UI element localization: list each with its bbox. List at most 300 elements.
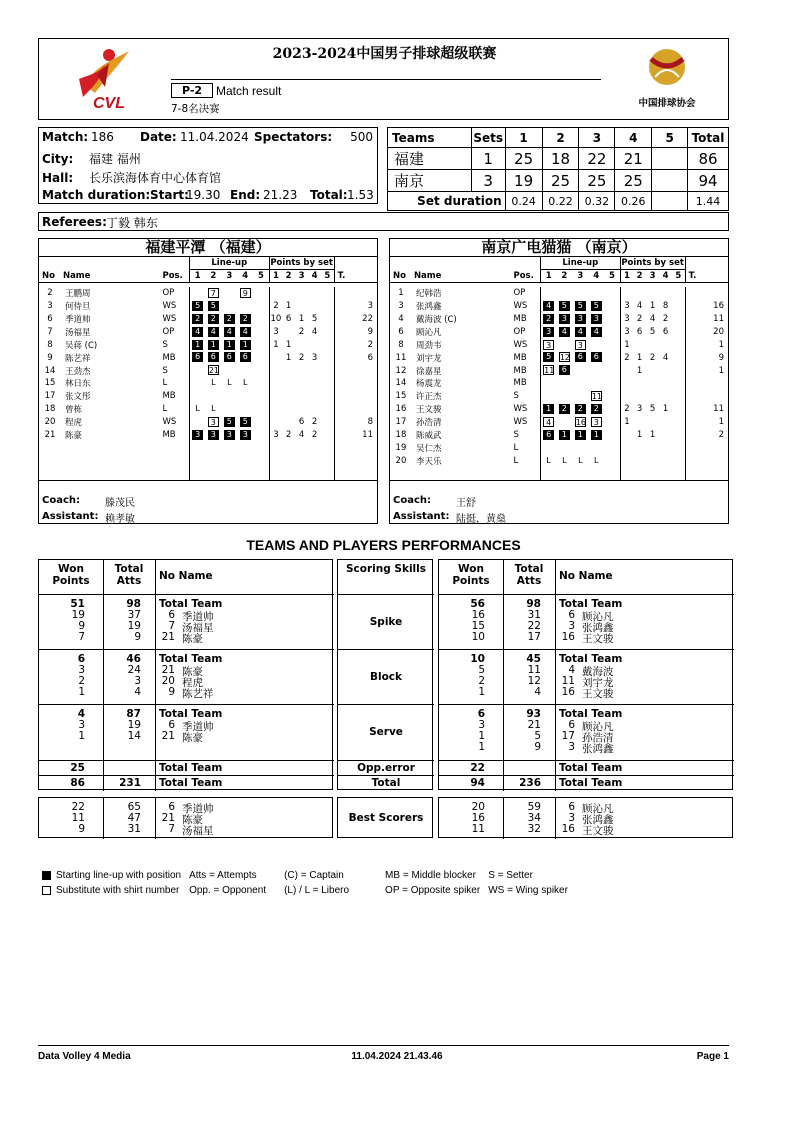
- player-row: [39, 377, 377, 390]
- lineup-cell: [604, 467, 620, 480]
- lineup-cell: [556, 441, 572, 454]
- lineup-cell: [253, 338, 269, 351]
- lineup-cell: [556, 454, 572, 467]
- set-points: [308, 441, 321, 454]
- set-points: [321, 416, 334, 429]
- lineup-cell: [572, 364, 588, 377]
- total-atts: 3: [134, 675, 141, 687]
- set-points: 1: [636, 430, 643, 441]
- lineup-cell: [189, 467, 205, 480]
- player-position: MB: [162, 391, 176, 402]
- total-atts: 45: [526, 653, 541, 665]
- set-points: [282, 287, 295, 300]
- lineup-cell: [205, 390, 221, 403]
- libero-marker: L: [243, 378, 248, 388]
- set-points: [308, 467, 321, 480]
- starting-position-marker: 3: [208, 430, 219, 440]
- player-name: 顾沁凡: [582, 611, 614, 623]
- player-number: 6: [568, 801, 575, 813]
- total-team-label: Total Team: [159, 777, 223, 789]
- player-number: [39, 454, 61, 467]
- skill-name: Spike: [369, 616, 403, 628]
- footer-page: Page 1: [696, 1051, 729, 1062]
- player-name: [61, 467, 163, 480]
- skill-name: Block: [369, 671, 403, 683]
- lineup-cell: [604, 377, 620, 390]
- report-title: Match result: [216, 84, 282, 98]
- spectators-label: Spectators:: [254, 130, 333, 144]
- set-points: [321, 467, 334, 480]
- player-number: 14: [395, 378, 407, 389]
- points-by-set-header: Points by set: [270, 258, 333, 269]
- lineup-cell: [556, 351, 572, 364]
- player-total: 16: [685, 300, 728, 313]
- set-points: 2: [285, 430, 292, 441]
- player-name: 王文骏: [582, 688, 614, 700]
- player-total: [334, 454, 377, 467]
- player-name: 许正杰: [415, 392, 442, 403]
- won-points: 5: [478, 664, 485, 676]
- total-atts: 19: [127, 620, 141, 632]
- player-position: L: [162, 404, 168, 415]
- lineup-cell: [540, 390, 556, 403]
- lineup-cell: [604, 390, 620, 403]
- points-set-header: 1: [620, 270, 633, 283]
- row-separator: [338, 594, 434, 595]
- player-number: 21: [44, 430, 56, 441]
- lineup-cell: [556, 338, 572, 351]
- lineup-cell: [556, 287, 572, 300]
- set-points: 5: [649, 404, 656, 415]
- starting-position-marker: 6: [208, 352, 219, 362]
- starting-position-marker: 1: [591, 430, 602, 440]
- lineup-cell: [540, 338, 556, 351]
- won-points: 6: [77, 653, 85, 665]
- set-points: 3: [269, 429, 282, 442]
- player-total: [685, 390, 728, 403]
- points-set-header: 4: [659, 270, 672, 283]
- libero-marker: L: [211, 403, 216, 413]
- roster-group-header: [390, 257, 728, 270]
- total-atts: 98: [126, 598, 141, 610]
- set-points: [672, 351, 685, 364]
- libero-marker: L: [211, 378, 216, 388]
- total-duration: 1.53: [347, 188, 374, 202]
- player-row: [39, 416, 377, 429]
- set-points: [321, 429, 334, 442]
- player-name: 陈威武: [415, 431, 442, 442]
- set-points: [308, 377, 321, 390]
- end-label: End:: [230, 188, 261, 202]
- set-points: [672, 403, 685, 416]
- set-points: [321, 454, 334, 467]
- set-points: 1: [285, 352, 292, 363]
- player-number: 20: [395, 455, 407, 466]
- lineup-cell: [205, 325, 221, 338]
- points-set-header: 2: [282, 270, 295, 283]
- set-points: 1: [649, 301, 656, 312]
- total-team-label: Total Team: [559, 708, 623, 720]
- lineup-cell: [189, 429, 205, 442]
- pos-header: Pos.: [513, 270, 540, 283]
- starting-position-marker: 6: [543, 430, 554, 440]
- substitute-marker: 3: [543, 340, 554, 350]
- lineup-cell: [189, 403, 205, 416]
- lineup-cell: [237, 390, 253, 403]
- set-points: 1: [269, 338, 282, 351]
- player-total: 22: [334, 313, 377, 326]
- team-a-box: [38, 238, 378, 524]
- player-total: 20: [685, 325, 728, 338]
- won-points: 4: [77, 708, 85, 720]
- lineup-cell: [604, 403, 620, 416]
- set-points: [295, 287, 308, 300]
- lineup-cell: [540, 467, 556, 480]
- footer-rule: [38, 1045, 729, 1046]
- player-total: 11: [334, 429, 377, 442]
- player-number: 11: [395, 352, 407, 363]
- set-points: [321, 403, 334, 416]
- player-total: [685, 441, 728, 454]
- player-position: MB: [513, 352, 527, 363]
- starting-position-marker: 5: [192, 301, 203, 311]
- scoring-skills-table: [337, 559, 433, 790]
- player-name: 张鸿鑫: [415, 302, 442, 313]
- set-points: 3: [620, 325, 633, 338]
- player-row: [39, 351, 377, 364]
- team-name: 南京: [388, 170, 472, 192]
- match-date: 11.04.2024: [180, 130, 249, 144]
- player-position: L: [513, 442, 519, 453]
- legend-opp: Opp. = Opponent: [189, 885, 267, 896]
- total-team-label: Total Team: [159, 762, 223, 774]
- starting-position-marker: 5: [543, 352, 554, 362]
- lineup-cell: [556, 429, 572, 442]
- set-score: 21: [615, 148, 652, 170]
- set-score: 22: [579, 148, 615, 170]
- set-points: [321, 287, 334, 300]
- lineup-cell: [540, 287, 556, 300]
- player-total: [334, 377, 377, 390]
- page-title: 2023-2024中国男子排球超级联赛: [272, 46, 497, 62]
- lineup-cell: [572, 313, 588, 326]
- lineup-cell: [604, 416, 620, 429]
- player-total: 6: [334, 351, 377, 364]
- lineup-cell: [189, 351, 205, 364]
- set-points: [646, 364, 659, 377]
- lineup-cell: [604, 429, 620, 442]
- performance-title: TEAMS AND PLAYERS PERFORMANCES: [246, 537, 521, 553]
- no-name-header: No Name: [559, 570, 613, 582]
- lineup-cell: [604, 325, 620, 338]
- set-points: [646, 390, 659, 403]
- player-name: 李天乐: [415, 456, 442, 467]
- lineup-cell: [604, 441, 620, 454]
- starting-position-marker: 5: [208, 301, 219, 311]
- set-points: 1: [285, 301, 292, 312]
- lineup-cell: [572, 338, 588, 351]
- player-number: 20: [161, 675, 175, 687]
- set-points: 6: [636, 326, 643, 337]
- lineup-cell: [205, 467, 221, 480]
- lineup-cell: [253, 287, 269, 300]
- total-atts: 21: [527, 719, 541, 731]
- player-position: OP: [513, 326, 526, 337]
- starting-position-marker: 2: [192, 314, 203, 324]
- player-position: WS: [162, 314, 177, 324]
- blank-cell: [39, 257, 189, 270]
- starting-square-icon: [42, 871, 51, 880]
- lineup-cell: [588, 364, 604, 377]
- skill-name: Opp.error: [357, 762, 415, 774]
- lineup-cell: [237, 300, 253, 313]
- set-points: 2: [298, 326, 305, 337]
- starting-position-marker: 6: [240, 352, 251, 362]
- lineup-cell: [572, 441, 588, 454]
- player-name: 何侍旦: [64, 302, 91, 313]
- lineup-cell: [237, 454, 253, 467]
- starting-position-marker: 1: [192, 340, 203, 350]
- row-separator: [39, 594, 334, 595]
- player-name: 张鸿鑫: [582, 814, 614, 826]
- starting-position-marker: 6: [591, 352, 602, 362]
- set-points: [269, 416, 282, 429]
- total-atts: 5: [534, 730, 541, 742]
- lineup-cell: [253, 377, 269, 390]
- lineup-cell: [253, 351, 269, 364]
- set-points: [269, 441, 282, 454]
- set-points: [269, 351, 282, 364]
- won-points: 1: [478, 686, 485, 698]
- set-points: [672, 441, 685, 454]
- points-by-set-header: Points by set: [621, 258, 684, 269]
- player-number: 8: [398, 339, 404, 350]
- legend-atts: Atts = Attempts: [189, 870, 257, 881]
- lineup-cell: [588, 403, 604, 416]
- lineup-cell: [205, 300, 221, 313]
- player-position: MB: [162, 352, 176, 363]
- lineup-set-header: 3: [221, 270, 237, 283]
- lineup-cell: [253, 467, 269, 480]
- lineup-cell: [221, 416, 237, 429]
- set-points: [646, 454, 659, 467]
- starting-position-marker: 6: [192, 352, 203, 362]
- date-label: Date:: [140, 130, 177, 144]
- lineup-cell: [572, 300, 588, 313]
- lineup-cell: [221, 313, 237, 326]
- lineup-cell: [189, 390, 205, 403]
- player-row: [390, 364, 728, 377]
- set-points: [308, 338, 321, 351]
- match-subtitle: 7-8名决赛: [171, 103, 220, 115]
- starting-position-marker: 2: [240, 314, 251, 324]
- lineup-cell: [205, 429, 221, 442]
- set-duration: [652, 192, 688, 211]
- starting-position-marker: 2: [591, 404, 602, 414]
- starting-position-marker: 3: [591, 314, 602, 324]
- total-header: T.: [685, 270, 728, 283]
- set-points: 5: [311, 314, 318, 324]
- player-row: [390, 313, 728, 326]
- won-points: 1: [78, 686, 85, 698]
- set-points: [659, 364, 672, 377]
- set3-header: 3: [579, 128, 615, 148]
- player-row: [390, 390, 728, 403]
- total-atts: 32: [527, 823, 541, 835]
- set-points: [321, 377, 334, 390]
- player-total: [334, 390, 377, 403]
- starting-position-marker: 3: [543, 327, 554, 337]
- player-number: [390, 467, 412, 480]
- legend-setter: S = Setter: [488, 870, 533, 881]
- set-points: [633, 287, 646, 300]
- pos-header: Pos.: [162, 270, 189, 283]
- lineup-cell: [189, 441, 205, 454]
- set-points: [321, 364, 334, 377]
- best-scorers-label: Best Scorers: [348, 812, 424, 824]
- points-set-header: 2: [633, 270, 646, 283]
- set-points: [321, 390, 334, 403]
- team-a-best-scorers: [38, 797, 333, 838]
- starting-position-marker: 3: [575, 314, 586, 324]
- lineup-cell: [253, 429, 269, 442]
- set-points: [295, 454, 308, 467]
- set-points: [646, 467, 659, 480]
- row-separator: [338, 760, 434, 761]
- player-row: [39, 403, 377, 416]
- lineup-cell: [556, 416, 572, 429]
- set-points: [633, 390, 646, 403]
- lineup-cell: [572, 377, 588, 390]
- set-points: [659, 441, 672, 454]
- skill-name: Serve: [369, 726, 403, 738]
- end-time: 21.23: [263, 188, 298, 202]
- lineup-cell: [556, 377, 572, 390]
- libero-marker: L: [562, 455, 567, 465]
- footer-left: Data Volley 4 Media: [38, 1051, 131, 1062]
- player-position: WS: [513, 339, 528, 350]
- assistant-label: Assistant:: [42, 511, 99, 522]
- starting-position-marker: 4: [543, 301, 554, 311]
- starting-position-marker: 3: [559, 314, 570, 324]
- set-points: [295, 364, 308, 377]
- bottom-cell: [390, 480, 728, 482]
- player-name: 徐嘉星: [415, 366, 442, 377]
- starting-position-marker: 5: [575, 301, 586, 311]
- set-points: [620, 441, 633, 454]
- player-number: 14: [44, 365, 56, 376]
- player-position: OP: [162, 326, 175, 337]
- player-row: [390, 338, 728, 351]
- player-row: [390, 467, 728, 480]
- player-number: 4: [568, 664, 575, 676]
- won-points: 86: [70, 777, 85, 789]
- lineup-cell: [237, 287, 253, 300]
- player-name: 张鸿鑫: [582, 622, 614, 634]
- total-team-label: Total Team: [559, 653, 623, 665]
- lineup-cell: [588, 287, 604, 300]
- player-name: 孙浩清: [582, 732, 614, 744]
- starting-position-marker: 2: [543, 314, 554, 324]
- player-name: 陈艺祥: [64, 353, 91, 364]
- player-number: 21: [161, 730, 175, 742]
- team-name: 福建: [388, 148, 472, 170]
- player-name: 汤福星: [64, 327, 91, 338]
- lineup-cell: [205, 454, 221, 467]
- starting-position-marker: 5: [559, 301, 570, 311]
- lineup-cell: [205, 403, 221, 416]
- player-name: [412, 467, 514, 480]
- total-atts: 34: [527, 812, 541, 824]
- player-number: 21: [161, 664, 175, 676]
- total-atts-header: Total Atts: [114, 563, 144, 587]
- player-name: 王文骏: [582, 633, 614, 645]
- total-header: T.: [334, 270, 377, 283]
- player-number: [39, 441, 61, 454]
- player-total: 9: [685, 351, 728, 364]
- total-header: Total: [688, 128, 729, 148]
- won-points: 3: [478, 719, 485, 731]
- coach-label: Coach:: [42, 495, 81, 506]
- player-row: [39, 441, 377, 454]
- legend: [38, 868, 572, 898]
- starting-position-marker: 4: [192, 327, 203, 337]
- team-a-roster: [39, 257, 377, 482]
- set-points: [321, 300, 334, 313]
- starting-position-marker: 4: [240, 327, 251, 337]
- lineup-cell: [237, 377, 253, 390]
- cva-logo: [631, 45, 703, 117]
- won-points: 56: [470, 598, 485, 610]
- legend-start: [38, 868, 185, 883]
- footer-center: 11.04.2024 21.43.46: [351, 1051, 443, 1062]
- player-total: [685, 287, 728, 300]
- set-score: 25: [615, 170, 652, 192]
- starting-position-marker: 1: [224, 340, 235, 350]
- won-points: 7: [78, 631, 85, 643]
- won-points-header: Won Points: [452, 563, 490, 587]
- lineup-cell: [556, 390, 572, 403]
- score-header-row: [388, 128, 729, 148]
- player-row: [39, 467, 377, 480]
- player-name: 顾沁凡: [582, 721, 614, 733]
- score-table: [387, 127, 729, 208]
- set-points: 2: [269, 300, 282, 313]
- lineup-cell: [604, 364, 620, 377]
- set-points: [282, 467, 295, 480]
- player-row: [39, 429, 377, 442]
- name-header: Name: [412, 270, 514, 283]
- player-name: 张文彤: [64, 392, 91, 403]
- lineup-cell: [221, 429, 237, 442]
- set-points: [659, 416, 672, 429]
- player-row: [390, 351, 728, 364]
- lineup-set-header: 5: [604, 270, 620, 283]
- player-number: 8: [47, 339, 53, 350]
- player-number: 19: [395, 442, 407, 453]
- set-points: [269, 390, 282, 403]
- lineup-cell: [253, 416, 269, 429]
- player-row: [39, 338, 377, 351]
- lineup-cell: [253, 313, 269, 326]
- player-number: 6: [568, 719, 575, 731]
- lineup-set-header: 5: [253, 270, 269, 283]
- set-points: [633, 377, 646, 390]
- set-score: 25: [542, 170, 579, 192]
- total-duration: 1.44: [688, 192, 729, 211]
- player-row: [39, 287, 377, 300]
- player-total: 11: [685, 313, 728, 326]
